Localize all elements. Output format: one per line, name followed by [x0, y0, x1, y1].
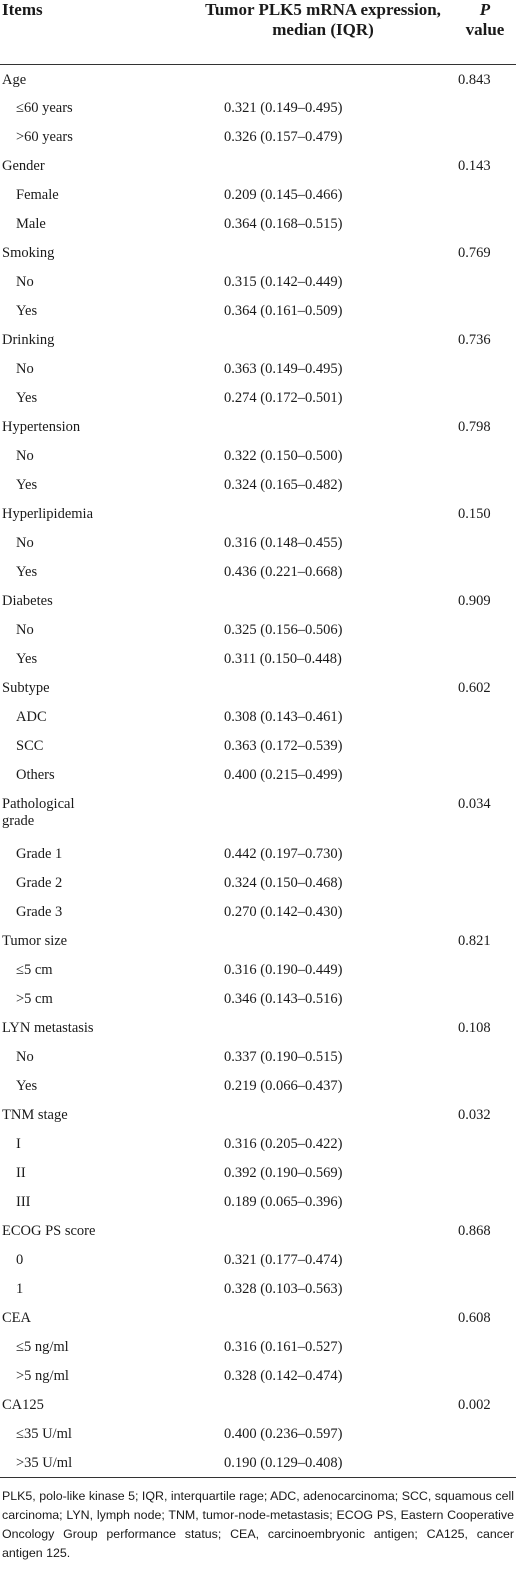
row-label: CEA: [2, 1310, 31, 1326]
table-row: [0, 267, 516, 296]
table-row: [0, 1158, 516, 1187]
table-row-category: [0, 1303, 516, 1332]
row-label: ≤5 ng/ml: [16, 1339, 69, 1355]
row-label: >35 U/ml: [16, 1455, 73, 1471]
row-label: >5 cm: [16, 991, 53, 1007]
header-expression: [162, 0, 454, 64]
row-p-value: [454, 1158, 516, 1187]
row-value: 0.316 (0.161–0.527): [224, 1339, 343, 1355]
row-label: No: [16, 622, 34, 638]
row-value: 0.316 (0.205–0.422): [224, 1136, 343, 1152]
row-p-value: 0.868: [458, 1223, 491, 1239]
row-value: 0.274 (0.172–0.501): [224, 390, 343, 406]
row-label: No: [16, 361, 34, 377]
row-p-value: [454, 1448, 516, 1477]
table-footnote: PLK5, polo-like kinase 5; IQR, interquartile rage; ADC, adenocarcinoma; SCC, squamous cell carcinoma; LYN, lymph node; TNM, tumor-node-metastasis; ECOG PS, Eastern Cooperative Oncology Group performance status; CEA, carcinoembryonic antigen; CA125, cancer antigen 125.: [2, 1488, 514, 1560]
row-value: 0.325 (0.156–0.506): [224, 622, 343, 638]
row-p-value: 0.002: [458, 1397, 491, 1413]
row-p-value: [454, 1042, 516, 1071]
table-row: [0, 354, 516, 383]
table-row: [0, 1187, 516, 1216]
row-p-value: [454, 354, 516, 383]
row-label: Yes: [16, 651, 38, 667]
table-row: [0, 955, 516, 984]
row-p-value: [454, 839, 516, 868]
row-value: 0.311 (0.150–0.448): [224, 651, 342, 667]
table-row: [0, 1361, 516, 1390]
row-value: 0.189 (0.065–0.396): [224, 1194, 343, 1210]
row-value: 0.322 (0.150–0.500): [224, 448, 343, 464]
row-p-value: [454, 984, 516, 1013]
row-label: Tumor size: [2, 933, 68, 949]
row-value: 0.392 (0.190–0.569): [224, 1165, 343, 1181]
row-value: 0.315 (0.142–0.449): [224, 274, 343, 290]
row-p-value: [454, 557, 516, 586]
row-label: III: [16, 1194, 31, 1210]
header-items-label: Items: [2, 0, 43, 19]
row-value: 0.363 (0.149–0.495): [224, 361, 343, 377]
table-row: [0, 897, 516, 926]
row-value: 0.436 (0.221–0.668): [224, 564, 343, 580]
table-row: [0, 383, 516, 412]
table-row: [0, 1129, 516, 1158]
row-p-value: 0.032: [458, 1107, 491, 1123]
row-label: Yes: [16, 303, 38, 319]
row-value: 0.324 (0.150–0.468): [224, 875, 343, 891]
row-value: [162, 789, 454, 839]
row-p-value: [454, 955, 516, 984]
row-value: 0.324 (0.165–0.482): [224, 477, 343, 493]
table-row-category: [0, 1013, 516, 1042]
row-label: LYN metastasis: [2, 1020, 94, 1036]
row-value: [162, 586, 454, 615]
table-header: [0, 0, 516, 64]
row-value: 0.337 (0.190–0.515): [224, 1049, 343, 1065]
row-p-value: [454, 1361, 516, 1390]
row-value: 0.328 (0.142–0.474): [224, 1368, 343, 1384]
row-label: Yes: [16, 564, 38, 580]
row-label: >5 ng/ml: [16, 1368, 69, 1384]
row-p-value: [454, 760, 516, 789]
header-items: [0, 0, 162, 64]
row-p-value: [454, 296, 516, 325]
row-value: 0.321 (0.177–0.474): [224, 1252, 343, 1268]
header-expression-line1: Tumor PLK5 mRNA expression,: [205, 0, 441, 19]
table-row: [0, 868, 516, 897]
table-row: [0, 93, 516, 122]
row-label: II: [16, 1165, 26, 1181]
row-label: >60 years: [16, 129, 73, 145]
row-label: Drinking: [2, 332, 55, 348]
row-value: 0.363 (0.172–0.539): [224, 738, 343, 754]
row-p-value: [454, 1129, 516, 1158]
row-value: 0.328 (0.103–0.563): [224, 1281, 343, 1297]
row-p-value: [454, 528, 516, 557]
row-value: 0.364 (0.168–0.515): [224, 216, 343, 232]
row-label: Yes: [16, 477, 38, 493]
row-value: 0.316 (0.148–0.455): [224, 535, 343, 551]
row-p-value: 0.798: [458, 419, 491, 435]
row-label: Yes: [16, 390, 38, 406]
table-row: [0, 557, 516, 586]
row-value: [162, 1216, 454, 1245]
table-row: [0, 839, 516, 868]
row-value: 0.270 (0.142–0.430): [224, 904, 343, 920]
row-label: 0: [16, 1252, 24, 1268]
table-row: [0, 1245, 516, 1274]
table-row: [0, 1042, 516, 1071]
row-value: 0.364 (0.161–0.509): [224, 303, 343, 319]
row-value: [162, 1390, 454, 1419]
row-value: 0.308 (0.143–0.461): [224, 709, 343, 725]
row-label: No: [16, 535, 34, 551]
row-value: 0.316 (0.190–0.449): [224, 962, 343, 978]
row-label: Female: [16, 187, 59, 203]
row-p-value: 0.602: [458, 680, 491, 696]
row-value: [162, 1303, 454, 1332]
table-row-category: [0, 499, 516, 528]
table-row-category: [0, 412, 516, 441]
row-value: 0.400 (0.215–0.499): [224, 767, 343, 783]
row-label: I: [16, 1136, 21, 1152]
table-row-category: [0, 586, 516, 615]
table-row: [0, 1419, 516, 1448]
row-label: Smoking: [2, 245, 55, 261]
row-label: ≤35 U/ml: [16, 1426, 72, 1442]
row-p-value: [454, 441, 516, 470]
table-row: [0, 731, 516, 760]
row-label: Grade 1: [16, 846, 63, 862]
row-label: No: [16, 448, 34, 464]
row-label: Hypertension: [2, 419, 81, 435]
row-label: Diabetes: [2, 593, 53, 609]
table-row: [0, 760, 516, 789]
header-p-value: [454, 0, 516, 64]
row-p-value: [454, 731, 516, 760]
row-value: [162, 1100, 454, 1129]
table-row-category: [0, 325, 516, 354]
table-row: [0, 1274, 516, 1303]
row-p-value: [454, 383, 516, 412]
row-p-value: [454, 1071, 516, 1100]
row-p-value: [454, 1245, 516, 1274]
table-row: [0, 528, 516, 557]
table-body: [0, 64, 516, 1477]
header-expression-line2: median (IQR): [272, 20, 374, 39]
row-p-value: 0.108: [458, 1020, 491, 1036]
row-label: ≤60 years: [16, 100, 73, 116]
row-p-value: [454, 470, 516, 499]
row-p-value: 0.143: [458, 158, 491, 174]
row-label: CA125: [2, 1397, 44, 1413]
table-row-category: [0, 673, 516, 702]
row-p-value: [454, 615, 516, 644]
row-p-value: [454, 897, 516, 926]
row-label: SCC: [16, 738, 44, 754]
row-p-value: [454, 93, 516, 122]
table-row-category: [0, 64, 516, 93]
table-row-category: [0, 151, 516, 180]
row-p-value: [454, 1419, 516, 1448]
row-p-value: [454, 267, 516, 296]
row-value: 0.209 (0.145–0.466): [224, 187, 343, 203]
table-row: [0, 644, 516, 673]
row-label: ≤5 cm: [16, 962, 53, 978]
row-label: ECOG PS score: [2, 1223, 96, 1239]
row-p-value: [454, 644, 516, 673]
table-row-category: [0, 926, 516, 955]
row-p-value: 0.769: [458, 245, 491, 261]
row-p-value: [454, 1332, 516, 1361]
row-label: Yes: [16, 1078, 38, 1094]
row-value: [162, 151, 454, 180]
table-row: [0, 1071, 516, 1100]
row-value: [162, 673, 454, 702]
row-p-value: 0.608: [458, 1310, 491, 1326]
row-label: Male: [16, 216, 46, 232]
table-row: [0, 122, 516, 151]
table-row: [0, 470, 516, 499]
table-row: [0, 702, 516, 731]
row-p-value: [454, 180, 516, 209]
row-label: Grade 3: [16, 904, 63, 920]
row-p-value: [454, 122, 516, 151]
row-label: Gender: [2, 158, 45, 174]
table-row-category: [0, 1100, 516, 1129]
row-label: ADC: [16, 709, 47, 725]
table-row: [0, 296, 516, 325]
header-p-line2: value: [465, 20, 505, 39]
header-p-line1: P: [479, 0, 491, 19]
row-p-value: [454, 209, 516, 238]
row-value: [162, 325, 454, 354]
row-label: Hyperlipidemia: [2, 506, 94, 522]
table-row-category: [0, 1216, 516, 1245]
table-row: [0, 209, 516, 238]
row-value: [162, 238, 454, 267]
row-p-value: 0.034: [458, 796, 491, 812]
table-row: [0, 441, 516, 470]
row-label: Age: [2, 71, 27, 88]
row-label: Subtype: [2, 680, 50, 696]
row-label: No: [16, 274, 34, 290]
table-row-category: [0, 1390, 516, 1419]
row-value: 0.346 (0.143–0.516): [224, 991, 343, 1007]
row-label: No: [16, 1049, 34, 1065]
row-label: TNM stage: [2, 1107, 68, 1123]
row-label: Others: [16, 767, 55, 783]
row-value: [162, 1013, 454, 1042]
row-value: 0.219 (0.066–0.437): [224, 1078, 343, 1094]
row-label: 1: [16, 1281, 24, 1297]
table-row: [0, 1332, 516, 1361]
table-row-category: [0, 238, 516, 267]
row-p-value: [454, 702, 516, 731]
row-p-value: 0.909: [458, 593, 491, 609]
row-p-value: [454, 1187, 516, 1216]
row-value: 0.442 (0.197–0.730): [224, 846, 343, 862]
table-row: [0, 984, 516, 1013]
row-value: [162, 926, 454, 955]
row-p-value: 0.821: [458, 933, 491, 949]
row-label: Grade 2: [16, 875, 63, 891]
row-p-value: 0.843: [458, 71, 491, 88]
header-row: [0, 0, 516, 64]
row-p-value: [454, 868, 516, 897]
row-value: 0.326 (0.157–0.479): [224, 129, 343, 145]
row-value: [162, 412, 454, 441]
row-p-value: 0.736: [458, 332, 491, 348]
row-value: [162, 499, 454, 528]
row-p-value: [454, 1274, 516, 1303]
row-value: 0.190 (0.129–0.408): [224, 1455, 343, 1471]
row-p-value: 0.150: [458, 506, 491, 522]
row-value: [162, 64, 454, 93]
table-row: [0, 615, 516, 644]
table-row: [0, 180, 516, 209]
table-row-category: [0, 789, 516, 839]
table-row: [0, 1448, 516, 1477]
row-label: Pathological grade: [2, 796, 75, 829]
row-value: 0.321 (0.149–0.495): [224, 100, 343, 116]
row-value: 0.400 (0.236–0.597): [224, 1426, 343, 1442]
